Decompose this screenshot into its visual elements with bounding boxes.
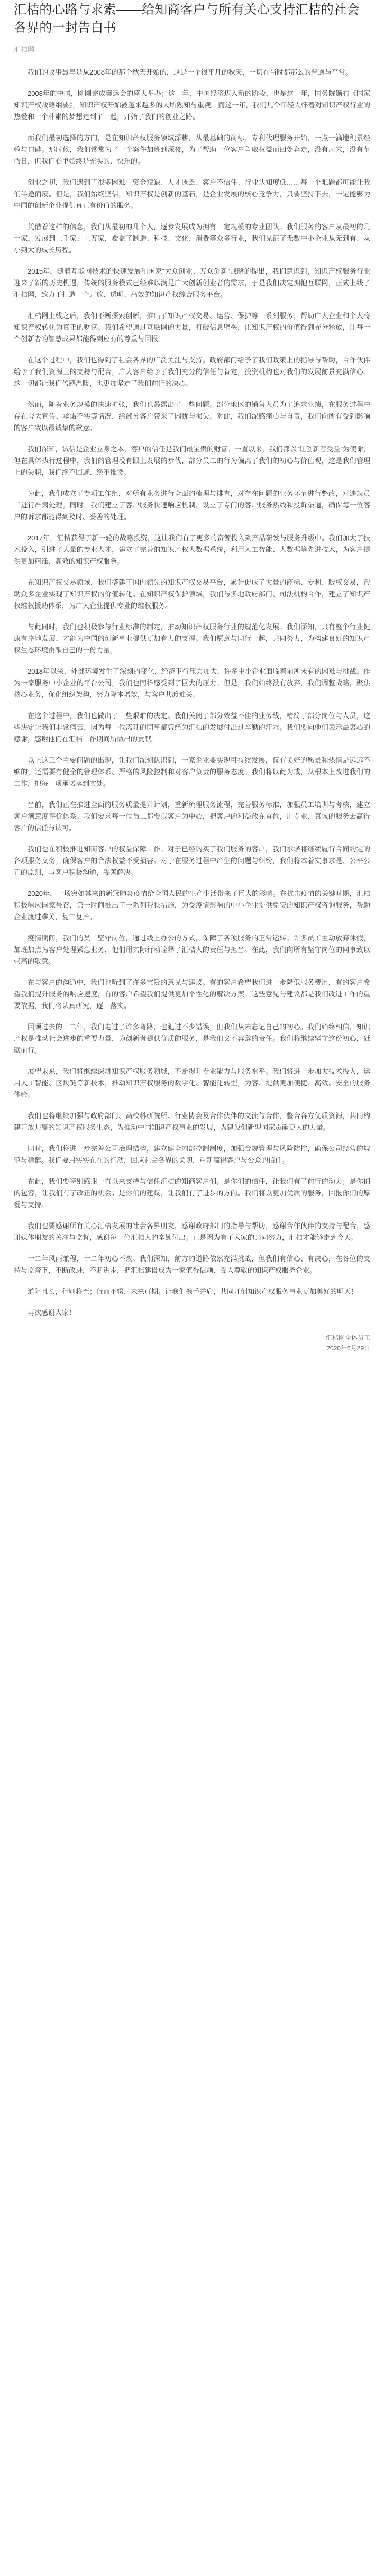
article-paragraph: 回顾过去的十二年，我们走过了许多弯路，也犯过不少错误，但我们从未忘记自己的初心。我们始终相信，知识产权是推动社会进步的重要力量，为创新者提供优质的服务，是我们义不容辞的责任。我们将继续坚守这份初心，砥砺前行。 xyxy=(14,1023,370,1054)
article-paragraph: 2015年，随着互联网技术的快速发展和国家“大众创业、万众创新”战略的提出，我们意识到，知识产权服务行业迎来了新的历史机遇，传统的服务模式已经难以满足广大创新创业者的需求，于是我们决定拥抱互联网，正式上线了汇桔网，致力于打造一个开放、透明、高效的知识产权综合服务平台。 xyxy=(14,267,370,298)
article-paragraph: 我们也在积极推进知商客户的权益保障工作。对于已经购买了我们服务的客户，我们承诺将继续履行合同约定的各项服务义务，确保客户的合法权益不受损害。对于在服务过程中产生的问题与纠纷，我们将本着实事求是、公平公正的原则，与客户积极沟通，妥善解决。 xyxy=(14,845,370,876)
article-paragraph: 创业之初，我们遇到了很多困难：资金短缺、人才匮乏、客户不信任、行业认知度低……每一个难题都可能让我们半途而废。但是，我们始终坚信，知识产权是创新的基石，是企业发展的核心竞争力，只要坚持下去，一定能够为中国的创新企业提供真正有价值的服务。 xyxy=(14,178,370,210)
article-paragraph: 凭借着这样的信念，我们从最初的几个人，逐步发展成为拥有一定规模的专业团队。我们服务的客户从最初的几十家，发展到上千家、上万家，覆盖了制造、科技、文化、消费等众多行业，我们见证了无数中小企业从无到有、从小到大的成长历程。 xyxy=(14,223,370,254)
article-source[interactable]: 汇桔网 xyxy=(14,45,35,53)
article-title: 汇桔的心路与求索——给知商客户与所有关心支持汇桔的社会各界的一封告白书 xyxy=(14,3,360,35)
article-paragraph: 我们深知，诚信是企业立身之本，客户的信任是我们最宝贵的财富。一直以来，我们都以“让创新者受益”为使命，但在具体执行过程中，我们的管理没有跟上发展的步伐，部分员工的行为偏离了我们的初心与价值观，这是我们管理上的失职，我们绝不回避、绝不推诿。 xyxy=(14,445,370,476)
article-paragraph: 我们的故事最早是从2008年的那个秋天开始的，这是一个很平凡的秋天，一切在当时都那么的普通与平常。 xyxy=(28,68,352,76)
article-paragraph: 同时，我们将进一步完善公司治理结构，建立健全内部控制制度，加强合规管理与风险防控，确保公司经营的规范与稳健。我们要用实实在在的行动，回应社会各界的关切，重新赢得客户与公众的信任。 xyxy=(14,1145,370,1164)
publish-date: 2020年6月29日 xyxy=(326,1345,370,1352)
article-paragraph: 道阻且长，行则将至；行而不辍，未来可期。让我们携手并肩，共同开创知识产权服务事业更加美好的明天！ xyxy=(28,1287,358,1295)
article-paragraph: 在知识产权交易领域，我们搭建了国内领先的知识产权交易平台，累计促成了大量的商标、专利、版权交易，帮助众多企业实现了知识产权的价值转化。在知识产权保护领域，我们与多地政府部门、司法机构合作，建立了知识产权维权援助体系，为广大企业提供专业的维权服务。 xyxy=(14,578,370,610)
article-body xyxy=(14,67,370,1319)
article-paragraph: 汇桔网上线之后，我们不断探索创新，推出了知识产权交易、运营、保护等一系列服务，帮助广大企业和个人将知识产权转化为真正的财富。我们希望通过互联网的力量，打破信息壁垒，让知识产权的价值得到充分释放，让每一个创新者的智慧成果都能得到应有的尊重与回报。 xyxy=(14,312,370,343)
article-paragraph: 在这个过程中，我们也做出了一些艰难的决定。我们关闭了部分效益不佳的业务线，精简了部分岗位与人员，这些决定让我们非常痛苦，因为每一位离开的同事都曾经为汇桔的发展付出过辛勤的汗水。我们要向他们表示最衷心的感谢，感谢他们在汇桔工作期间所做出的贡献。 xyxy=(14,712,370,743)
article-paragraph: 与此同时，我们也积极参与行业标准的制定，推动知识产权服务行业的规范化发展。我们深知，只有整个行业健康有序地发展，才能为中国的创新事业提供更加有力的支撑。我们愿意与同行一起，共同努力，为构建良好的知识产权生态环境贡献自己的一份力量。 xyxy=(14,623,370,654)
article-paragraph: 在与客户的沟通中，我们也听到了许多宝贵的意见与建议。有的客户希望我们进一步降低服务费用，有的客户希望我们提升服务的响应速度，有的客户希望我们提供更加个性化的解决方案。这些意见与建议都是我们改进工作的重要依据，我们将认真研究，逐一落实。 xyxy=(14,978,370,1010)
article-paragraph: 然而，随着业务规模的快速扩张，我们也暴露出了一些问题。部分地区的销售人员为了追求业绩，在服务过程中存在夸大宣传、承诺不实等情况，给部分客户带来了困扰与损失。对此，我们深感痛心与自责，我们向所有受到影响的客户致以最诚挚的歉意。 xyxy=(14,401,370,432)
article-paragraph: 以上这三个主要问题的出现，让我们深刻认识到，一家企业要实现可持续发展，仅有美好的愿景和热情是远远不够的，还需要有健全的管理体系、严格的风险控制和对客户负责的服务态度。我们将以此为戒，从根本上改进我们的工作，把每一项承诺落到实处。 xyxy=(14,756,370,787)
article-paragraph: 2017年，汇桔获得了新一轮的战略投资，这让我们有了更多的资源投入到产品研发与服务升级中。我们加大了技术投入，引进了大量的专业人才，建立了完善的知识产权大数据系统，利用人工智能、大数据等先进技术，为客户提供更加精准、高效的知识产权服务。 xyxy=(14,534,370,565)
article-paragraph: 当前，我们正在推进全面的服务质量提升计划，重新梳理服务流程，完善服务标准，加强员工培训与考核，建立客户满意度评价体系。我们要求每一位员工都要以客户为中心，把客户的利益放在首位，用专业、真诚的服务去赢得客户的信任与认可。 xyxy=(14,801,370,832)
article-paragraph: 为此，我们成立了专项工作组，对所有业务进行全面的梳理与排查，对存在问题的业务环节进行整改，对违规员工进行严肃处理。同时，我们建立了客户服务快速响应机制，设立了专门的客户服务热线和投诉渠道，确保每一位客户的诉求都能得到及时、妥善的处理。 xyxy=(14,489,370,521)
article-byline xyxy=(14,43,370,54)
article-paragraph: 我们也要感谢所有关心汇桔发展的社会各界朋友，感谢政府部门的指导与帮助，感谢合作伙伴的支持与配合，感谢媒体朋友的关注与监督，感谢每一位汇桔人的辛勤付出。正是因为有了大家的共同努力，汇桔才能够走到今天。 xyxy=(14,1222,370,1241)
article-paragraph: 疫情期间，我们的员工坚守岗位，通过线上办公的方式，保障了各项服务的正常运转。许多员工主动放弃休假，加班加点为客户处理紧急业务，他们用实际行动诠释了汇桔人的责任与担当。在此，我们向所有坚守岗位的同事致以崇高的敬意。 xyxy=(14,934,370,965)
article-paragraph: 再次感谢大家！ xyxy=(28,1309,76,1317)
article-paragraph: 在这个过程中，我们也得到了社会各界的广泛关注与支持。政府部门给予了我们政策上的指导与帮助，合作伙伴给予了我们资源上的支持与配合，广大客户给予了我们充分的信任与肯定，投资机构也对我们的发展前景充满信心。这一切都让我们倍感温暖，也更加坚定了我们前行的决心。 xyxy=(14,356,370,387)
article-paragraph: 2018年以来，外部环境发生了深刻的变化，经济下行压力加大，许多中小企业面临着前所未有的困难与挑战。作为一家服务中小企业的平台公司，我们也同样感受到了巨大的压力。但是，我们始终没有放弃，我们调整战略，聚焦核心业务，优化组织架构，努力降本增效，与客户共渡难关。 xyxy=(14,667,370,699)
article-header xyxy=(14,0,370,54)
article-paragraph: 2020年，一场突如其来的新冠肺炎疫情给全国人民的生产生活带来了巨大的影响。在抗击疫情的关键时期，汇桔积极响应国家号召，第一时间推出了一系列帮扶措施，为受疫情影响的中小企业提供免费的知识产权咨询服务，帮助企业渡过难关，复工复产。 xyxy=(14,890,370,921)
article-paragraph: 而我们最初选择的方向，是在知识产权服务领域深耕，从最基础的商标、专利代理服务开始，一点一滴地积累经验与口碑。那时候，我们常常为了一个案件加班到深夜，为了帮助一位客户争取权益而四处奔走，没有周末，没有节假日，但我们心里始终是充实的、快乐的。 xyxy=(14,134,370,165)
article-paragraph: 我们也将继续加强与政府部门、高校科研院所、行业协会及合作伙伴的交流与合作，整合各方优质资源，共同构建开放共赢的知识产权服务生态，为推动中国知识产权事业的发展，为建设创新型国家贡献更大的力量。 xyxy=(14,1112,370,1131)
signature: 汇桔网全体员工 xyxy=(325,1334,370,1341)
article-paragraph: 2008年的中国，刚刚完成奥运会的盛大举办；这一年，中国经济迈入新的阶段，也是这一年，国务院颁布《国家知识产权战略纲要》，知识产权开始被越来越多的人所熟知与重视。而这一年，我们几个年轻人怀着对知识产权行业的热爱和一个朴素的梦想走到了一起，开始了我们的创业之路。 xyxy=(14,89,370,121)
article-paragraph: 十二年风雨兼程，十二年初心不改。我们深知，前方的道路依然充满挑战，但我们有信心、有决心，在各位的支持与监督下，不断改进，不断进步，把汇桔建设成为一家值得信赖、受人尊敬的知识产权服务企业。 xyxy=(14,1255,370,1274)
article-paragraph: 展望未来，我们将继续深耕知识产权服务领域，不断提升专业能力与服务水平。我们将进一步加大技术投入，运用人工智能、区块链等新技术，推动知识产权服务的数字化、智能化转型，为客户提供更加便捷、高效、安全的服务体验。 xyxy=(14,1067,370,1099)
article-paragraph: 在此，我们要特别感谢一直以来支持与信任汇桔的知商客户们。是你们的信任，让我们有了前行的动力；是你们的包容，让我们有了改正的机会；是你们的建议，让我们有了进步的方向。我们将以更加优质的服务，回报你们的厚爱与支持。 xyxy=(14,1177,370,1209)
article-footer xyxy=(14,1332,370,1354)
